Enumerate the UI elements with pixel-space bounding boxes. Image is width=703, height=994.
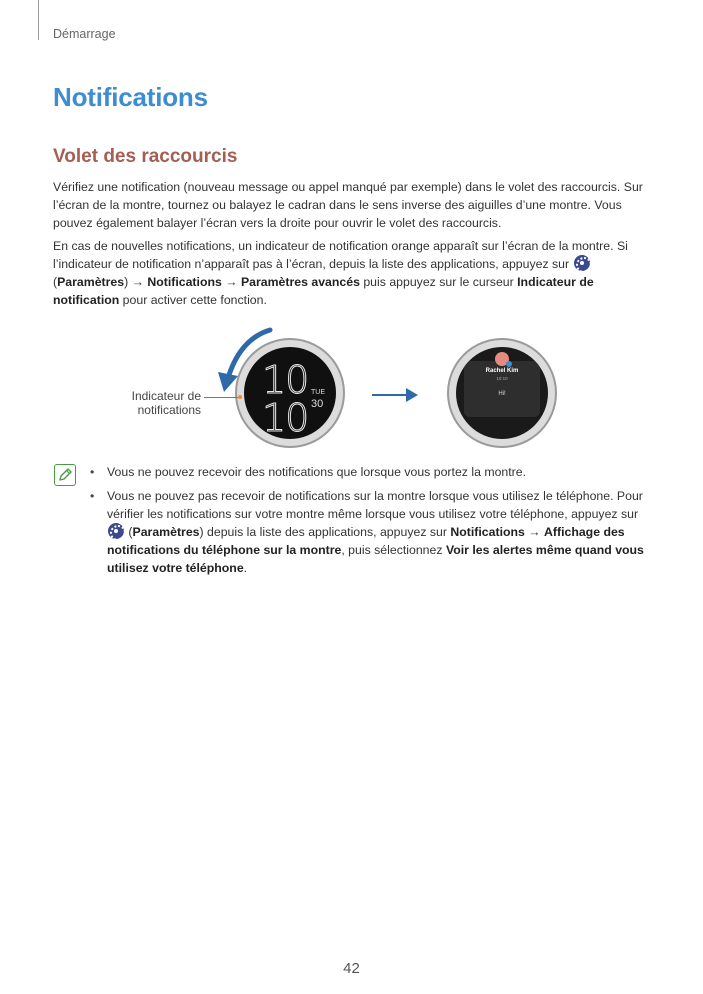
note-text: , puis sélectionnez: [341, 543, 446, 557]
watch-face: [456, 347, 548, 439]
watch-notification-illustration: [447, 338, 557, 448]
note-text: .: [243, 561, 248, 575]
notification-time: 10:10: [496, 376, 508, 381]
side-rule: [38, 0, 39, 40]
watch-date: 30: [311, 398, 324, 410]
watch-hour: [262, 358, 309, 402]
indicator-paragraph: [53, 237, 653, 309]
indicator-label-line2: notifications: [137, 403, 201, 417]
para-text: →: [221, 275, 241, 289]
note-list: [87, 463, 657, 583]
watch-minute-digits: 10: [262, 396, 309, 439]
notification-message: Hi!: [498, 391, 506, 397]
para-text: puis appuyez sur le curseur: [359, 275, 518, 289]
section-label: Démarrage: [53, 27, 116, 41]
note-text: ) depuis la liste des applications, appuyez sur: [199, 525, 451, 539]
note-bold: Notifications: [450, 525, 525, 539]
page-title: Notifications: [53, 82, 208, 112]
note-text: →: [524, 525, 544, 539]
right-arrow-icon: [372, 387, 420, 403]
watch-minute: [262, 396, 309, 439]
indicator-callout-label: [110, 389, 201, 417]
watch-day: TUE: [311, 389, 325, 396]
note-pencil-icon: [54, 464, 76, 486]
note-text: Vous ne pouvez pas recevoir de notifications sur la montre lorsque vous utilisez le téléphone. Pour vérifier les notifications sur votre montre même lorsque vous utilisez votre téléphone, appuyez sur: [107, 489, 643, 521]
para-text: (: [53, 275, 58, 289]
settings-gear-icon: [574, 255, 590, 271]
indicator-label-line1: Indicateur de: [131, 389, 201, 403]
app-badge: [506, 361, 512, 367]
note-item: • Vous ne pouvez recevoir des notifications que lorsque vous portez la montre.: [87, 463, 657, 481]
watch-clock-illustration: [235, 338, 345, 448]
para-bold: Paramètres: [57, 275, 125, 289]
note-bold: Affichage des notifications du téléphone sur la montre: [107, 525, 625, 557]
intro-paragraph: Vérifiez une notification (nouveau message ou appel manqué par exemple) dans le volet des raccourcis. Sur l’écran de la montre, tournez ou balayez le cadran dans le sens inverse des aiguilles d’une montre. Vous pouvez également balayer l’écran vers la droite pour ouvrir le volet des raccourcis.: [53, 180, 643, 230]
note-bold: Paramètres: [132, 525, 200, 539]
para-bold: Notifications: [147, 275, 222, 289]
note-item: [87, 487, 657, 577]
settings-gear-icon: [108, 523, 124, 539]
note-text: (: [125, 525, 133, 539]
page-number: 42: [343, 960, 360, 977]
para-text: pour activer cette fonction.: [119, 293, 267, 307]
para-bold: Indicateur de notification: [53, 275, 594, 307]
para-text: ) →: [124, 275, 148, 289]
watch-hour-digits: 10: [262, 358, 309, 402]
note-bold: Voir les alertes même quand vous utilisez votre téléphone: [107, 543, 644, 575]
para-text: En cas de nouvelles notifications, un indicateur de notification orange apparaît sur l’écran de la montre. Si l’indicateur de notification n’apparaît pas à l’écran, depuis la liste des applications, appuyez sur: [53, 239, 628, 271]
notification-indicator-dot: [238, 395, 242, 399]
para-bold: Paramètres avancés: [240, 275, 360, 289]
indicator-callout-line: [204, 397, 238, 398]
watch-face: [244, 347, 336, 439]
notification-sender: Rachel Kim: [485, 368, 519, 374]
section-subtitle: Volet des raccourcis: [53, 146, 238, 167]
